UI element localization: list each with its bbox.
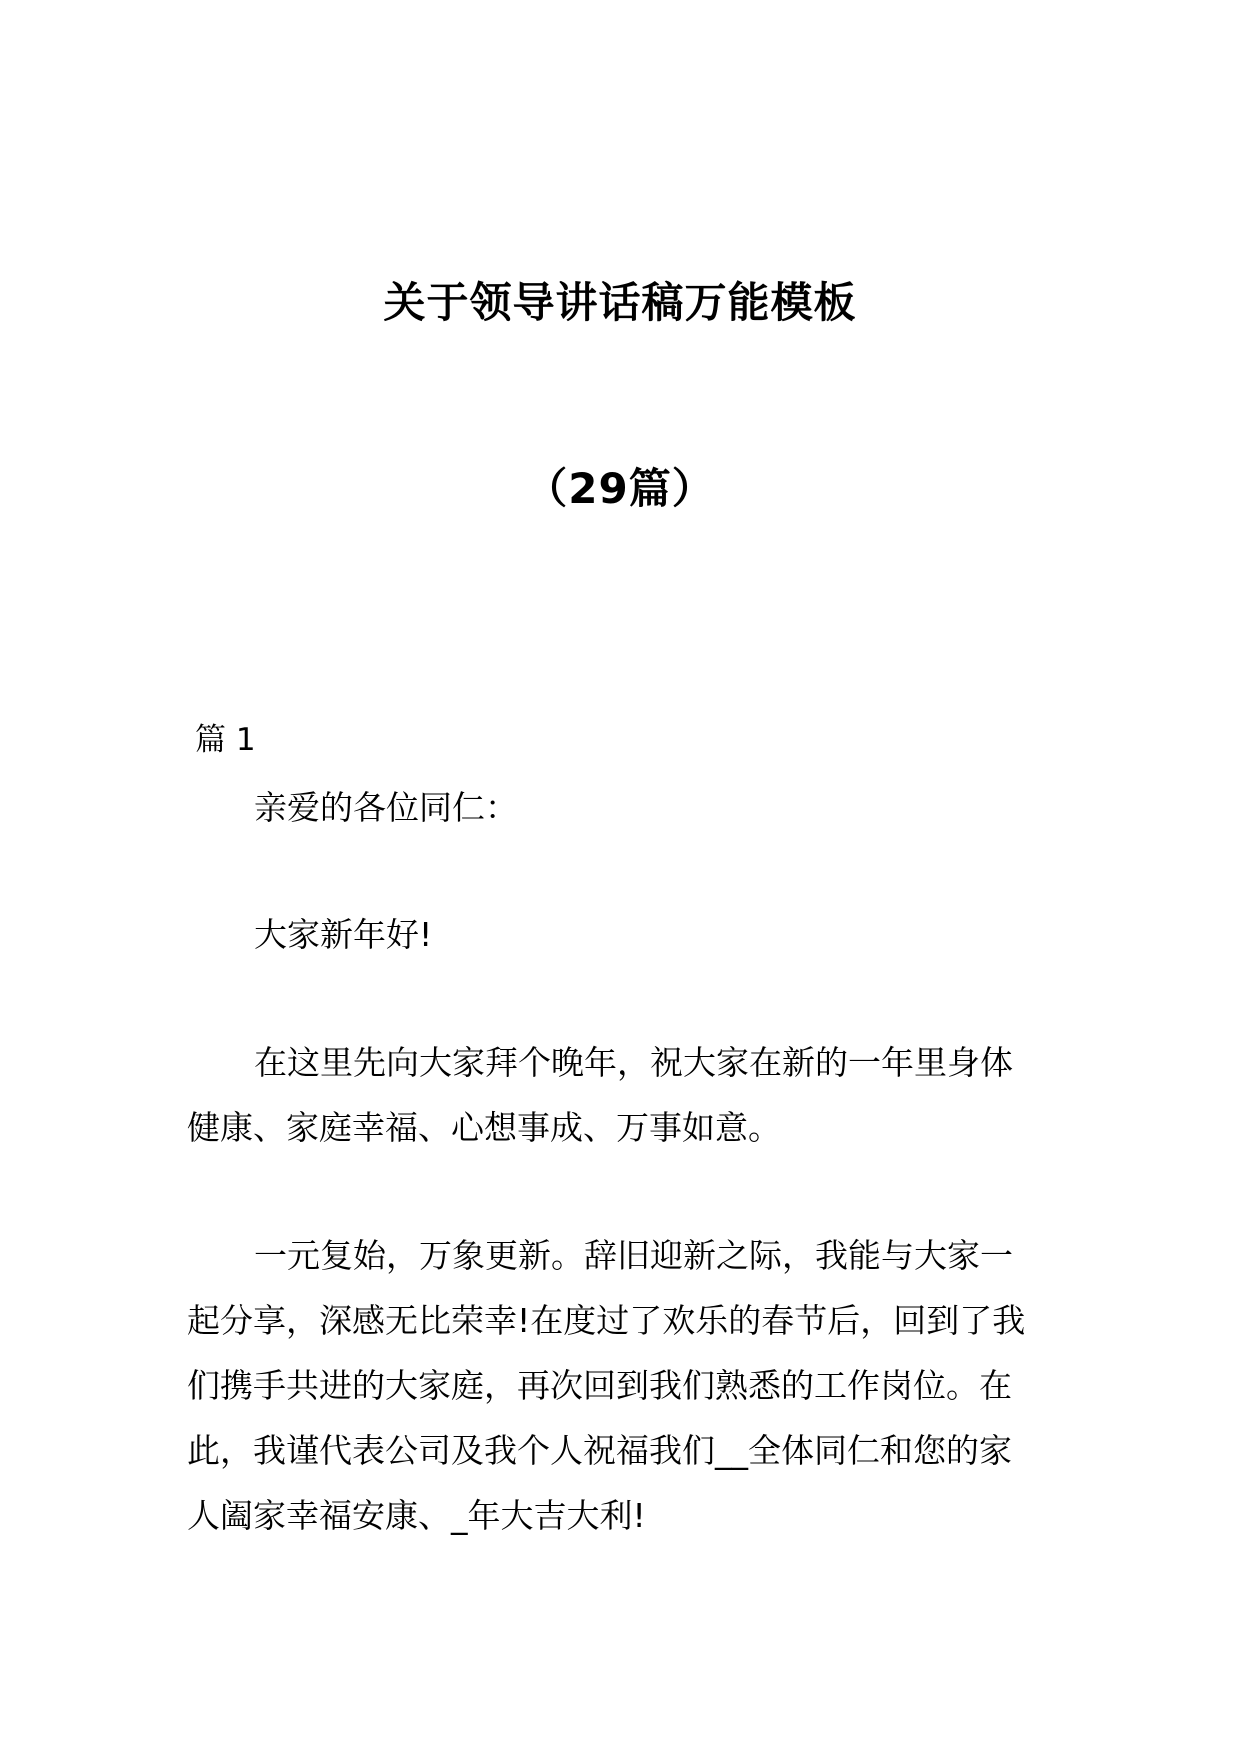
- body-paragraph-1: [187, 1030, 1057, 1160]
- paragraph-line: 起分享，深感无比荣幸!在度过了欢乐的春节后，回到了我: [187, 1301, 1026, 1340]
- paragraph-line: 们携手共进的大家庭，再次回到我们熟悉的工作岗位。在: [187, 1366, 1012, 1405]
- new-year-paragraph: [187, 902, 1057, 967]
- paragraph-line: 人阖家幸福安康、_年大吉大利!: [187, 1496, 646, 1535]
- paragraph-line: 此，我谨代表公司及我个人祝福我们__全体同仁和您的家: [187, 1431, 1012, 1470]
- new-year-text: 大家新年好!: [254, 915, 433, 954]
- paragraph-line: 一元复始，万象更新。辞旧迎新之际，我能与大家一: [254, 1236, 1013, 1275]
- section-label: 篇 1: [195, 722, 256, 758]
- paragraph-line: 健康、家庭幸福、心想事成、万事如意。: [187, 1108, 781, 1147]
- paragraph-line: 在这里先向大家拜个晚年，祝大家在新的一年里身体: [254, 1043, 1013, 1082]
- document-subtitle: （29篇）: [525, 464, 715, 513]
- greeting-text: 亲爱的各位同仁：: [254, 788, 518, 827]
- body-paragraph-2: [187, 1223, 1057, 1548]
- greeting-paragraph: [187, 775, 1057, 840]
- document-title: 关于领导讲话稿万能模板: [383, 278, 857, 327]
